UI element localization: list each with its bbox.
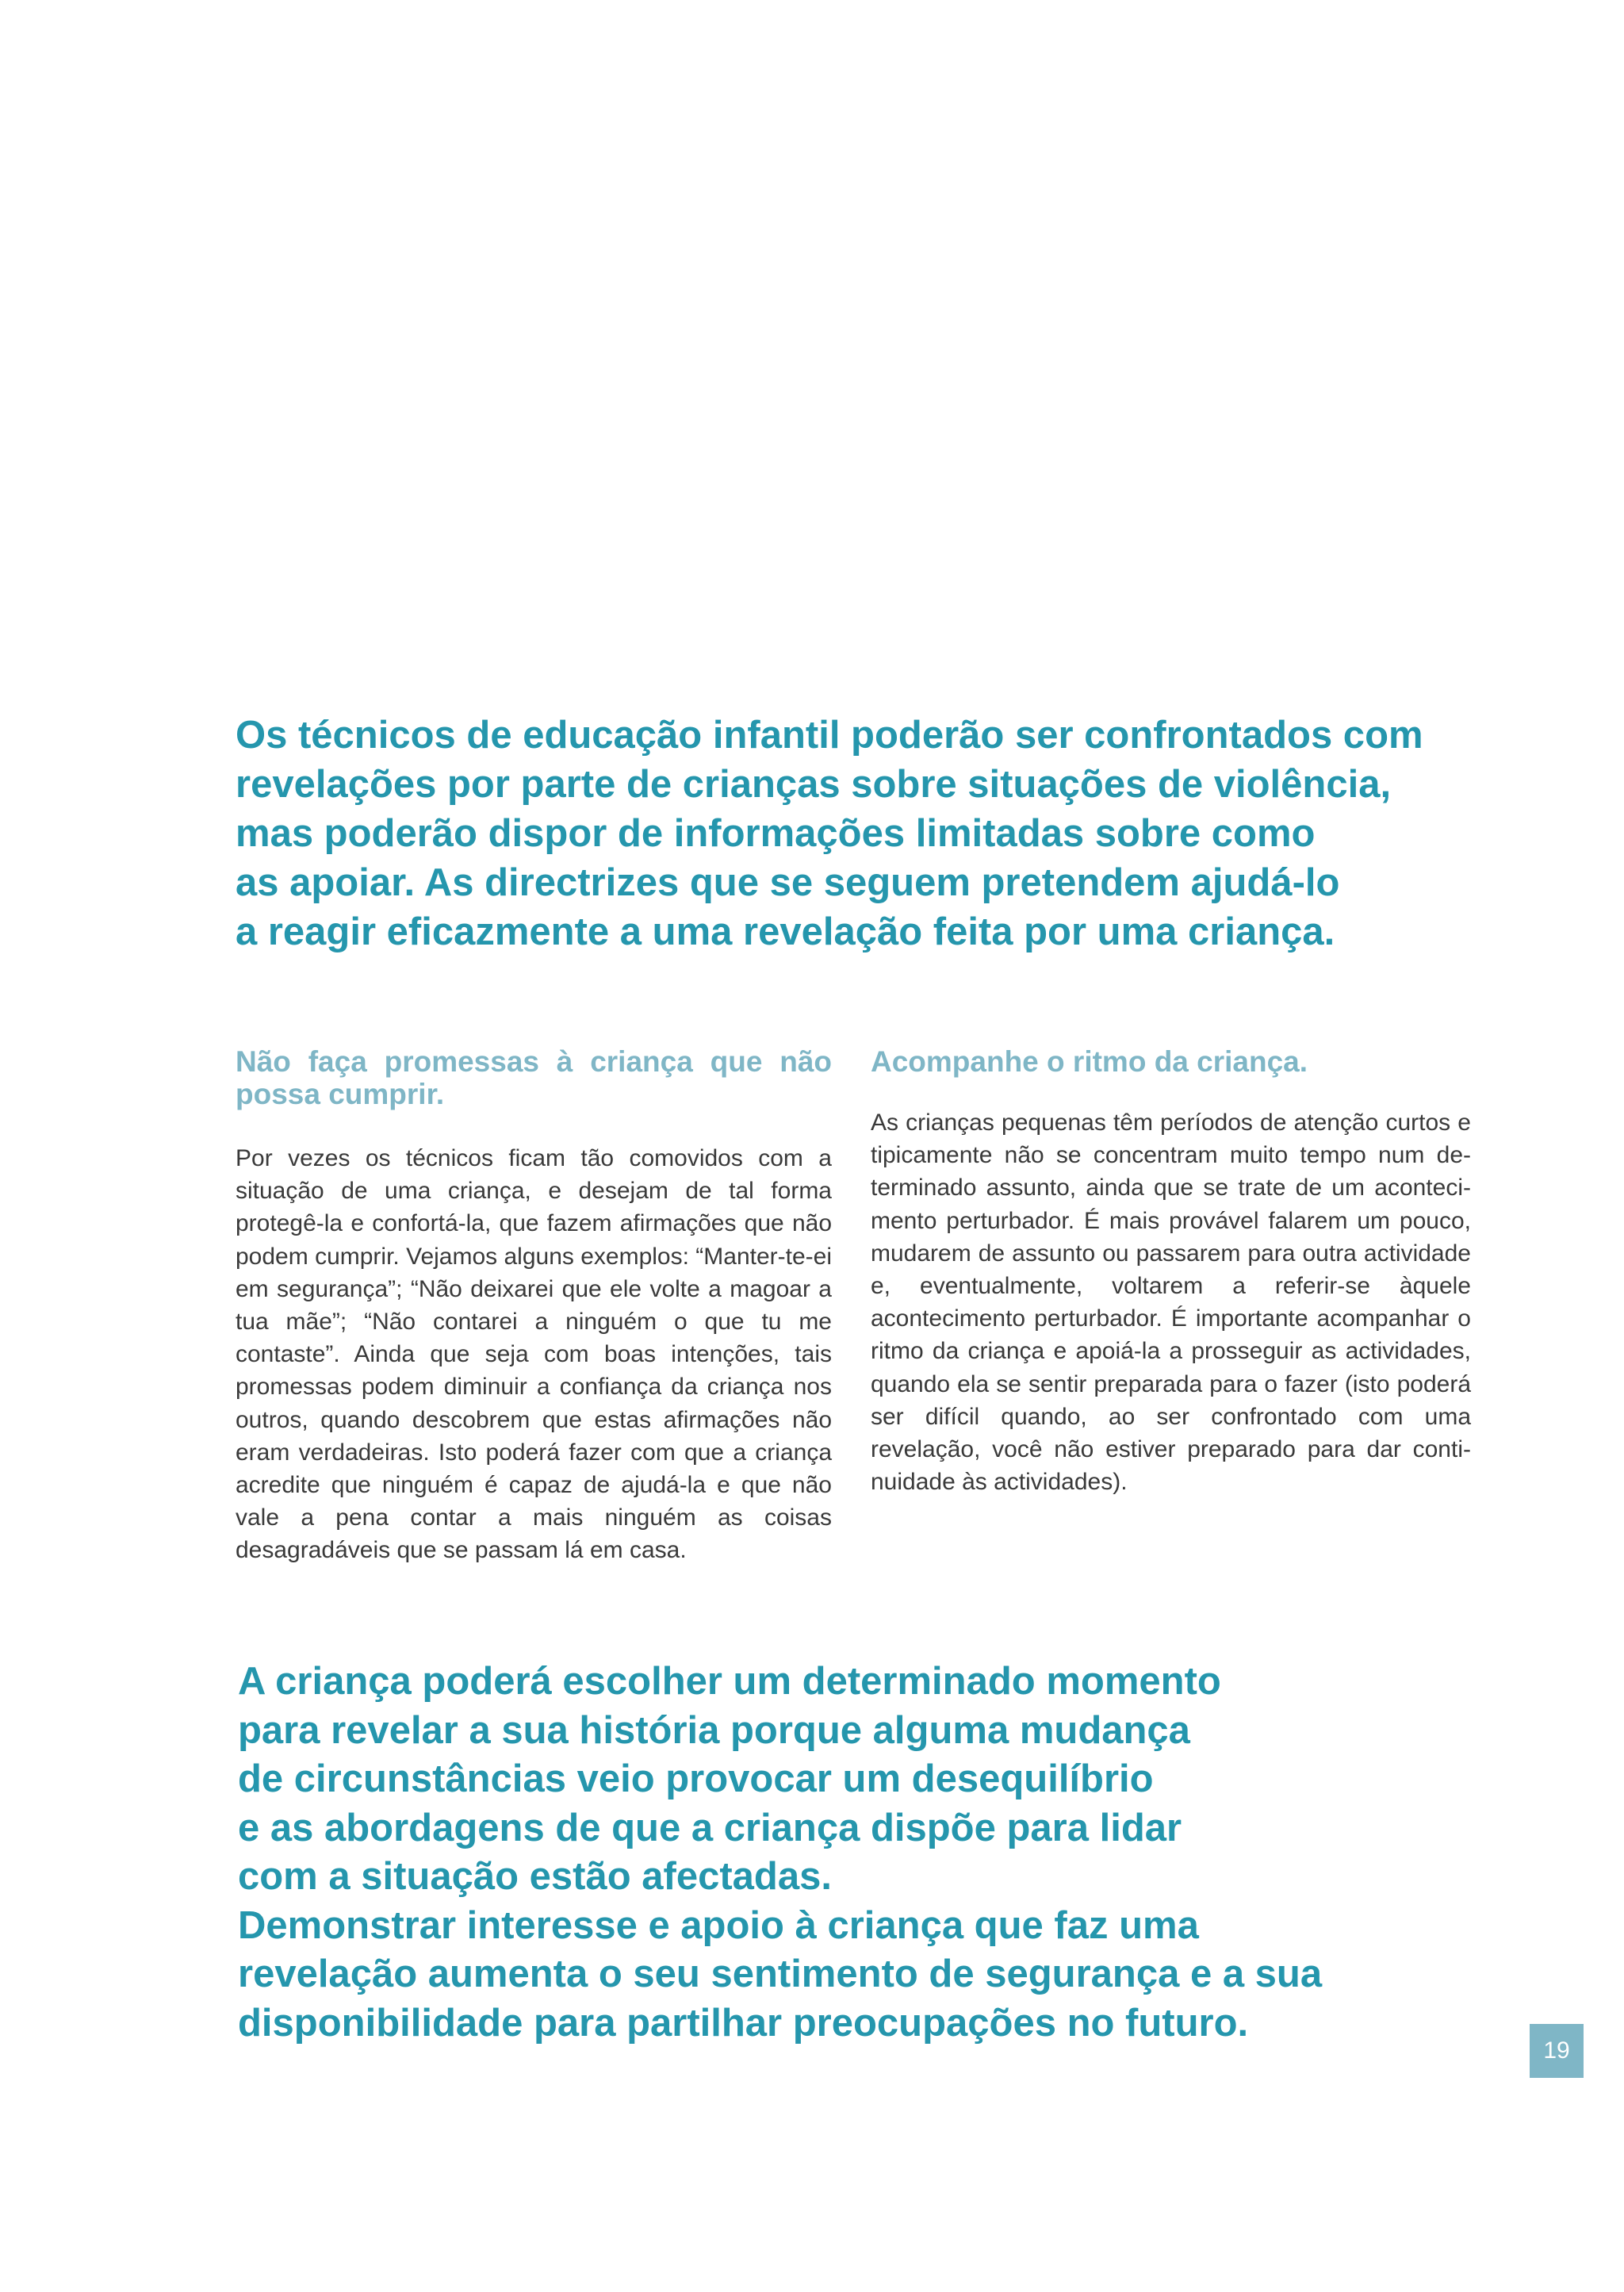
page-number-badge: 19 [1530,2024,1584,2078]
intro-line: revelações por parte de crianças sobre situações de violência, [236,763,1392,806]
intro-line: mas poderão dispor de informações limitadas sobre como [236,812,1316,855]
closing-line: A criança poderá escolher um determinado momento [238,1660,1221,1703]
left-column-heading: Não faça promessas à criança que não possa cumprir. [236,1045,832,1110]
right-column-body: As crianças pequenas têm períodos de atenção curtos e tipicamente não se concentram muito tempo num determinado assunto, ainda que se trate de um acontecimento perturbador. É mais provável falarem um pouco, mudarem de assunto ou passarem para outra actividade e, eventualmente, voltarem a referir-se àquele acontecimento perturbador. É importante acompanhar o ritmo da criança e apoiá-la a prosseguir as actividades, quando ela se sentir preparada para o fazer (isto poderá ser difícil quando, ao ser confrontado com uma revelação, você não estiver preparado para dar continuidade às actividades). [871,1110,1471,1496]
intro-paragraph [236,711,1504,956]
closing-line: e as abordagens de que a criança dispõe para lidar [238,1806,1182,1849]
left-column [236,1045,832,1567]
right-column [871,1045,1471,1498]
closing-line: para revelar a sua história porque alguma mudança [238,1708,1190,1752]
intro-line: a reagir eficazmente a uma revelação feita por uma criança. [236,910,1335,953]
right-column-heading: Acompanhe o ritmo da criança. [871,1045,1308,1078]
closing-line: de circunstâncias veio provocar um desequilíbrio [238,1757,1154,1800]
closing-paragraph [238,1658,1507,2048]
closing-line: revelação aumenta o seu sentimento de segurança e a sua [238,1953,1323,1995]
intro-line: Os técnicos de educação infantil poderão ser confrontados com [236,714,1423,757]
closing-line: com a situação estão afectadas. [238,1855,832,1898]
closing-line: disponibilidade para partilhar preocupações no futuro. [238,2001,1249,2045]
intro-line: as apoiar. As directrizes que se seguem pretendem ajudá-lo [236,861,1340,904]
left-column-body: Por vezes os técnicos ficam tão comovidos com a situação de uma criança, e desejam de tal forma protegê-la e confortá-la, que fazem afirmações que não podem cumprir. Vejamos alguns exemplos: “Manter-te-ei em segurança”; “Não deixarei que ele volte a magoar a tua mãe”; “Não contarei a ninguém o que tu me contaste”. Ainda que seja com boas intenções, tais promessas podem diminuir a confiança da criança nos outros, quando descobrem que estas afirmações não eram verdadeiras. Isto poderá fazer com que a criança acredite que ninguém é capaz de ajudá-la e que não vale a pena contar a mais ninguém as coisas desagradáveis que se passam lá em casa. [236,1145,832,1564]
closing-line: Demonstrar interesse e apoio à criança que faz uma [238,1903,1199,1947]
